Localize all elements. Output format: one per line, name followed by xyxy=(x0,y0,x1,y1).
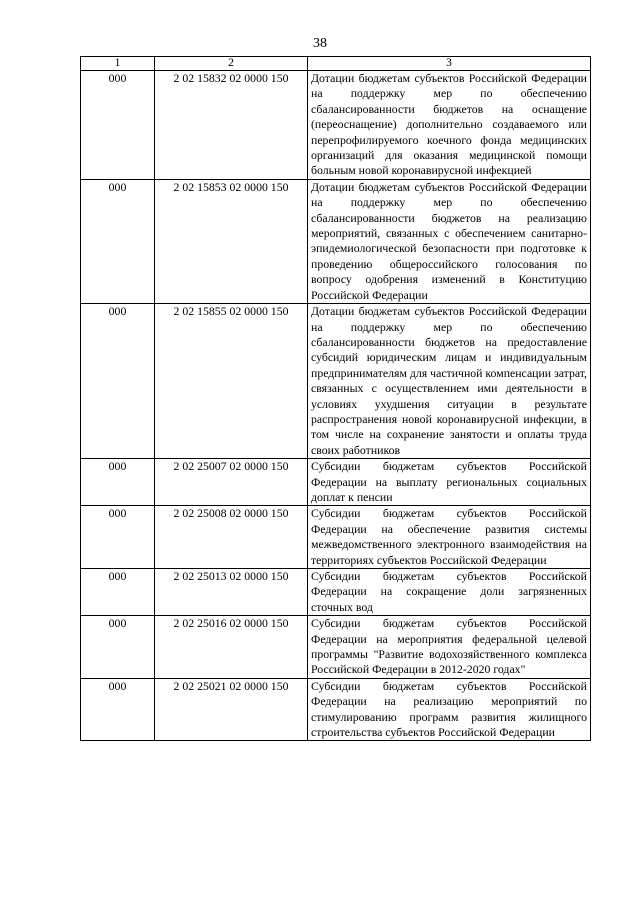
table-header-row xyxy=(81,57,591,71)
column-header-2: 2 xyxy=(155,57,308,71)
description-cell: Дотации бюджетам субъектов Российской Федерации на поддержку мер по обеспечению сбалансированности бюджетов на оснащение (переоснащение) дополнительно создаваемого или перепрофилируемого коечного фонда медицинских организаций для оказания медицинской помощи больным новой коронавирусной инфекцией xyxy=(308,71,591,180)
description-cell: Субсидии бюджетам субъектов Российской Федерации на реализацию мероприятий по стимулированию программ развития жилищного строительства субъектов Российской Федерации xyxy=(308,678,591,741)
column-header-1: 1 xyxy=(81,57,155,71)
admin-code-cell: 000 xyxy=(81,506,155,569)
table-row xyxy=(81,304,591,459)
description-cell: Субсидии бюджетам субъектов Российской Федерации на выплату региональных социальных доплат к пенсии xyxy=(308,459,591,506)
description-cell: Субсидии бюджетам субъектов Российской Федерации на мероприятия федеральной целевой программы "Развитие водохозяйственного комплекса Российской Федерации в 2012-2020 годах" xyxy=(308,616,591,679)
table-row xyxy=(81,71,591,180)
budget-code-cell: 2 02 15832 02 0000 150 xyxy=(155,71,308,180)
table-row xyxy=(81,569,591,616)
table-row xyxy=(81,179,591,303)
table-row xyxy=(81,678,591,741)
budget-code-cell: 2 02 25016 02 0000 150 xyxy=(155,616,308,679)
admin-code-cell: 000 xyxy=(81,304,155,459)
admin-code-cell: 000 xyxy=(81,179,155,303)
budget-code-cell: 2 02 25013 02 0000 150 xyxy=(155,569,308,616)
admin-code-cell: 000 xyxy=(81,616,155,679)
description-cell: Дотации бюджетам субъектов Российской Федерации на поддержку мер по обеспечению сбалансированности бюджетов на предоставление субсидий юридическим лицам и индивидуальным предпринимателям для частичной компенсации затрат, связанных с осуществлением ими деятельности в условиях ухудшения ситуации в результате распространения новой коронавирусной инфекции, в том числе на сохранение занятости и оплаты труда своих работников xyxy=(308,304,591,459)
admin-code-cell: 000 xyxy=(81,569,155,616)
description-cell: Дотации бюджетам субъектов Российской Федерации на поддержку мер по обеспечению сбалансированности бюджетов на реализацию мероприятий, связанных с обеспечением санитарно-эпидемиологической безопасности при подготовке к проведению общероссийского голосования по вопросу одобрения изменений в Конституцию Российской Федерации xyxy=(308,179,591,303)
admin-code-cell: 000 xyxy=(81,459,155,506)
admin-code-cell: 000 xyxy=(81,678,155,741)
budget-code-cell: 2 02 15855 02 0000 150 xyxy=(155,304,308,459)
budget-code-cell: 2 02 25008 02 0000 150 xyxy=(155,506,308,569)
table-row xyxy=(81,506,591,569)
budget-code-cell: 2 02 25021 02 0000 150 xyxy=(155,678,308,741)
description-cell: Субсидии бюджетам субъектов Российской Федерации на обеспечение развития системы межведомственного электронного взаимодействия на территориях субъектов Российской Федерации xyxy=(308,506,591,569)
admin-code-cell: 000 xyxy=(81,71,155,180)
table-row xyxy=(81,616,591,679)
budget-code-cell: 2 02 15853 02 0000 150 xyxy=(155,179,308,303)
page-number: 38 xyxy=(313,36,327,51)
budget-code-cell: 2 02 25007 02 0000 150 xyxy=(155,459,308,506)
description-cell: Субсидии бюджетам субъектов Российской Федерации на сокращение доли загрязненных сточных вод xyxy=(308,569,591,616)
budget-classification-table xyxy=(80,56,591,741)
column-header-3: 3 xyxy=(308,57,591,71)
table-row xyxy=(81,459,591,506)
